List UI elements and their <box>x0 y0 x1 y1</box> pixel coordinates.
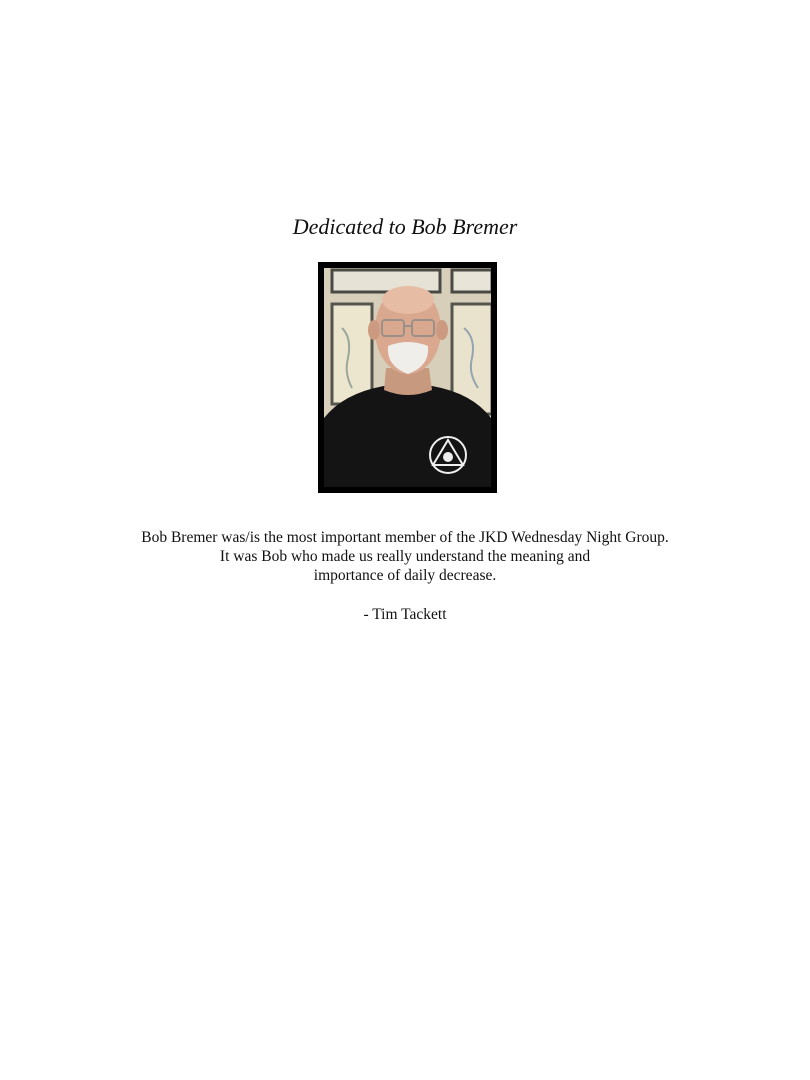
dedication-line-2: It was Bob who made us really understand the meaning and <box>219 548 591 565</box>
dedication-line-1: Bob Bremer was/is the most important member of the JKD Wednesday Night Group. <box>141 529 669 546</box>
attribution: - Tim Tackett <box>363 606 447 623</box>
page-title: Dedicated to Bob Bremer <box>292 214 518 239</box>
portrait-photo-icon <box>324 268 491 487</box>
dedication-line-3: importance of daily decrease. <box>313 567 497 584</box>
dedication-text <box>0 528 810 585</box>
portrait-photo <box>324 268 491 487</box>
photo-frame <box>318 262 497 493</box>
